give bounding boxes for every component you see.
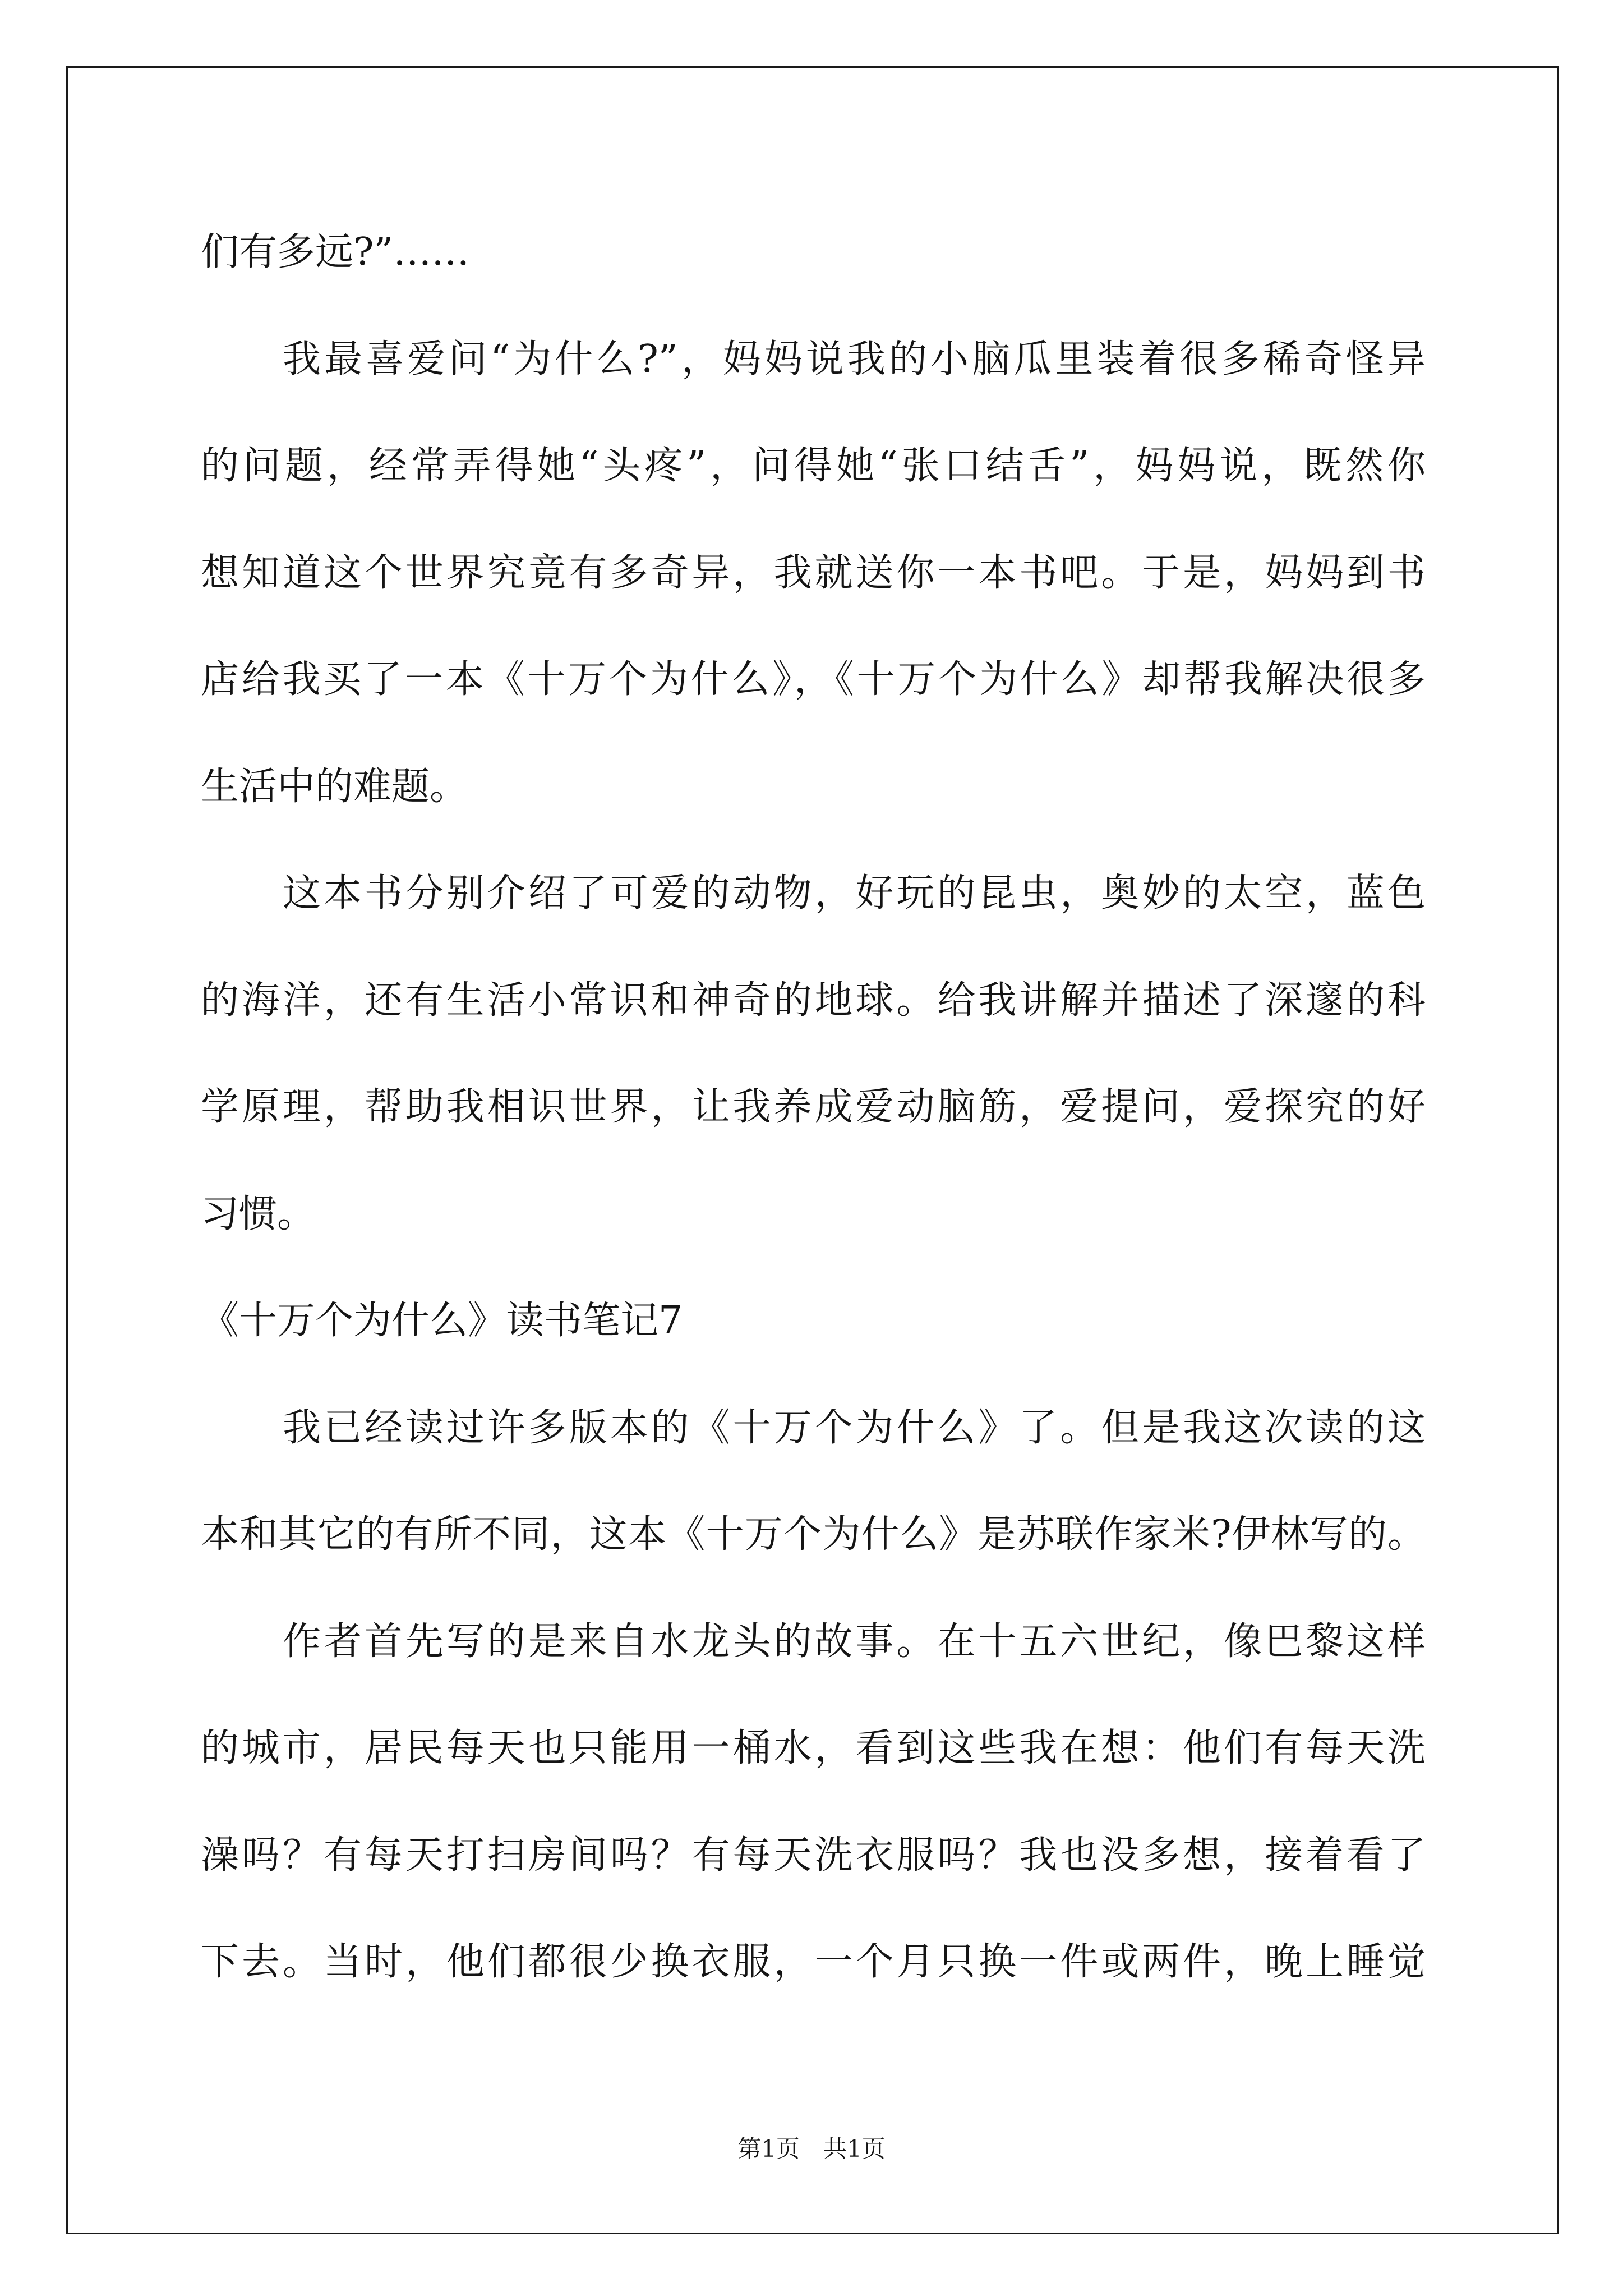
paragraph-continuation	[201, 199, 1426, 306]
text-line: 下去。当时，他们都很少换衣服，一个月只换一件或两件，晚上睡觉	[201, 1940, 1426, 1984]
text-line: 们有多远?”……	[201, 230, 470, 274]
text-line: 澡吗？有每天打扫房间吗？有每天洗衣服吗？我也没多想，接着看了	[201, 1833, 1426, 1878]
paragraph	[201, 840, 1426, 1268]
text-line: 想知道这个世界究竟有多奇异，我就送你一本书吧。于是，妈妈到书	[201, 550, 1426, 595]
text-line: 习惯。	[201, 1191, 316, 1236]
text-line: 生活中的难题。	[201, 764, 468, 809]
text-line: 学原理，帮助我相识世界，让我养成爱动脑筋，爱提问，爱探究的好	[201, 1085, 1426, 1129]
text-line: 作者首先写的是来自水龙头的故事。在十五六世纪，像巴黎这样	[283, 1619, 1426, 1664]
text-line: 我最喜爱问“为什么?”，妈妈说我的小脑瓜里装着很多稀奇怪异	[283, 337, 1426, 381]
text-line: 的海洋，还有生活小常识和神奇的地球。给我讲解并描述了深邃的科	[201, 978, 1426, 1023]
text-line: 这本书分别介绍了可爱的动物，好玩的昆虫，奥妙的太空，蓝色	[283, 871, 1426, 915]
page-footer: 第1页 共1页	[737, 2135, 886, 2162]
paragraph	[201, 306, 1426, 841]
text-line: 的问题，经常弄得她“头疼”，问得她“张口结舌”，妈妈说，既然你	[201, 444, 1426, 488]
section-heading	[201, 1268, 1426, 1375]
text-line: 店给我买了一本《十万个为什么》，《十万个为什么》却帮我解决很多	[201, 657, 1426, 702]
body-text	[201, 199, 1426, 2016]
text-line: 我已经读过许多版本的《十万个为什么》了。但是我这次读的这	[283, 1405, 1426, 1450]
heading-line: 《十万个为什么》读书笔记7	[201, 1299, 683, 1343]
text-line: 本和其它的有所不同，这本《十万个为什么》是苏联作家米?伊林写的。	[201, 1512, 1426, 1557]
paragraph	[201, 1589, 1426, 2016]
paragraph	[201, 1375, 1426, 1589]
text-line: 的城市，居民每天也只能用一桶水，看到这些我在想：他们有每天洗	[201, 1726, 1426, 1770]
